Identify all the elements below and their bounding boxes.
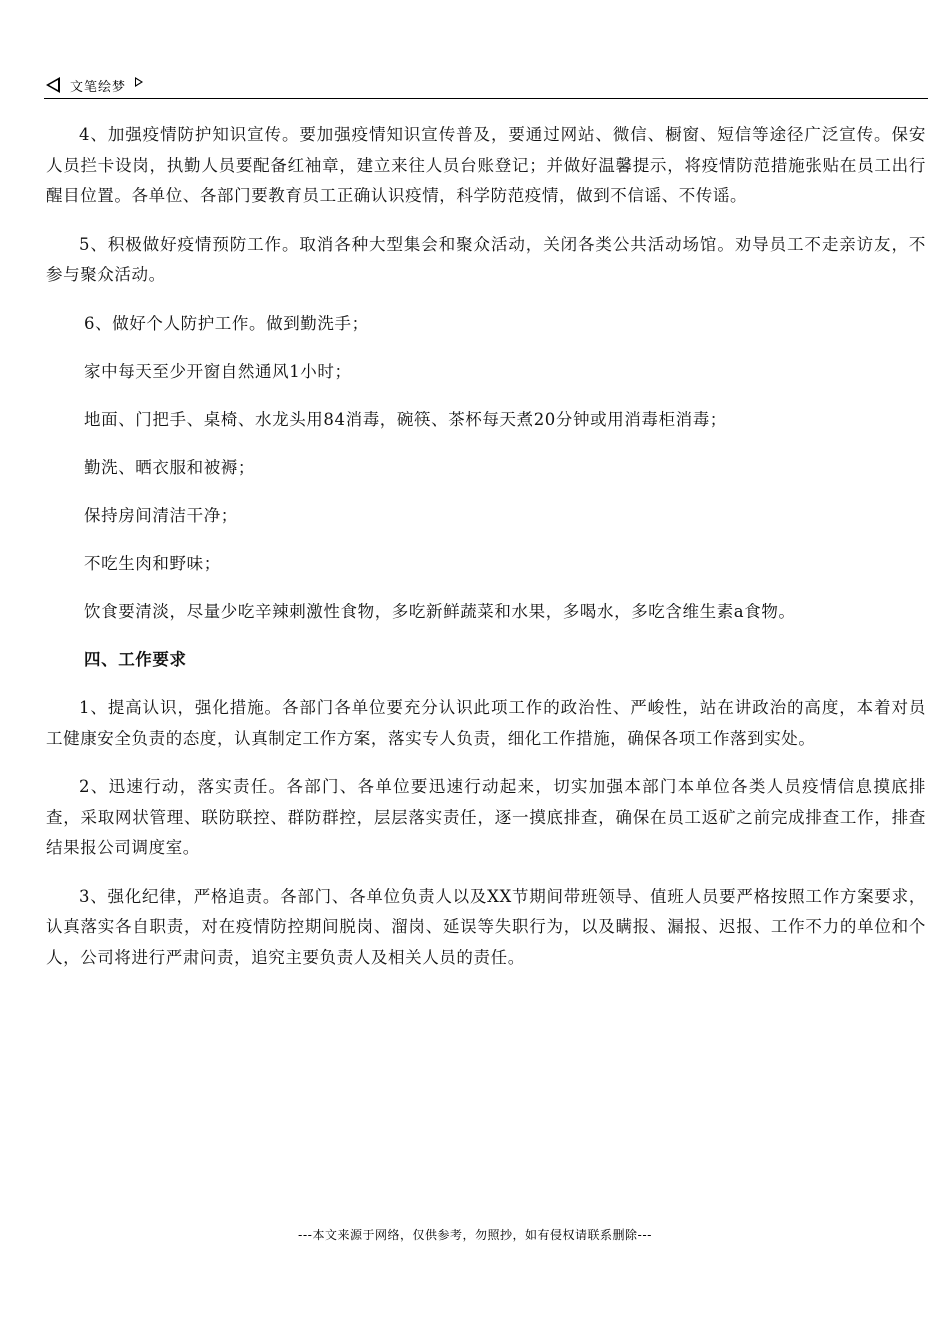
list-item-diet: 饮食要清淡，尽量少吃辛辣刺激性食物，多吃新鲜蔬菜和水果，多喝水，多吃含维生素a食物。 [84,601,796,621]
requirement-2: 2、迅速行动，落实责任。各部门、各单位要迅速行动起来，切实加强本部门本单位各类人员疫情信息摸底排查，采取网状管理、联防联控、群防群控，层层落实责任，逐一摸底排查，确保在员工返矿之前完成排查工作，排查结果报公司调度室。 [46,777,926,857]
list-item-laundry: 勤洗、晒衣服和被褥； [84,457,255,477]
list-item-clean-room: 保持房间清洁干净； [84,505,238,525]
list-item-ventilation: 家中每天至少开窗自然通风1小时； [84,361,352,381]
header-brand: 文笔绘梦 [70,80,127,95]
document-body [46,120,926,991]
paragraph-4-publicity: 4、加强疫情防护知识宣传。要加强疫情知识宣传普及，要通过网站、微信、橱窗、短信等途径广泛宣传。保安人员拦卡设岗，执勤人员要配备红袖章，建立来往人员台账登记；并做好温馨提示，将疫情防范措施张贴在员工出行醒目位置。各单位、各部门要教育员工正确认识疫情，科学防范疫情，做到不信谣、不传谣。 [46,125,926,205]
list-item-no-raw-meat: 不吃生肉和野味； [84,553,221,573]
paragraph-6-personal-protection: 6、做好个人防护工作。做到勤洗手； [84,313,369,333]
triangle-left-icon [46,77,60,93]
requirement-1: 1、提高认识，强化措施。各部门各单位要充分认识此项工作的政治性、严峻性，站在讲政治的高度，本着对员工健康安全负责的态度，认真制定工作方案，落实专人负责，细化工作措施，确保各项工作落到实处。 [46,698,926,748]
paragraph-5-prevention: 5、积极做好疫情预防工作。取消各种大型集会和聚众活动，关闭各类公共活动场馆。劝导员工不走亲访友，不参与聚众活动。 [46,234,926,284]
page-footer-disclaimer: ---本文来源于网络，仅供参考，勿照抄，如有侵权请联系删除--- [298,1228,652,1242]
section-heading-work-requirements: 四、工作要求 [84,649,187,669]
triangle-right-icon [135,77,143,87]
requirement-3: 3、强化纪律，严格追责。各部门、各单位负责人以及XX节期间带班领导、值班人员要严格按照工作方案要求，认真落实各自职责，对在疫情防控期间脱岗、溜岗、延误等失职行为，以及瞒报、漏报、迟报、工作不力的单位和个人，公司将进行严肃问责，追究主要负责人及相关人员的责任。 [46,886,926,967]
page-header [44,74,928,99]
list-item-disinfection: 地面、门把手、桌椅、水龙头用84消毒，碗筷、茶杯每天煮20分钟或用消毒柜消毒； [84,409,727,429]
